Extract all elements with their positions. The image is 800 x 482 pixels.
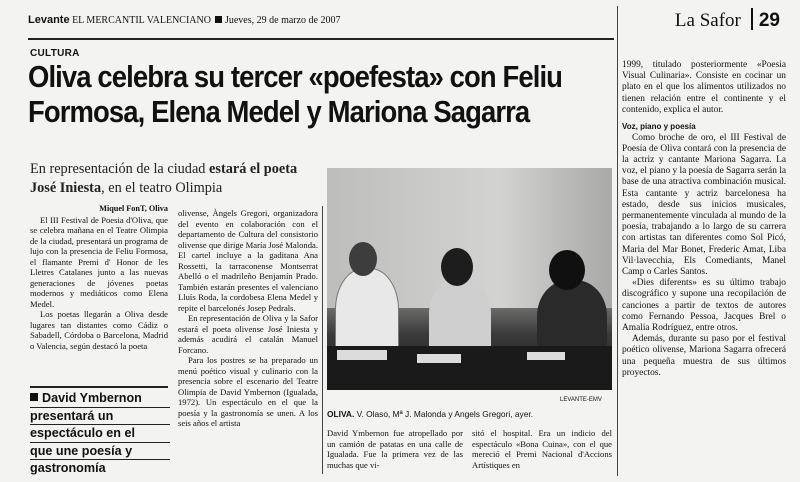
top-rule	[28, 38, 614, 40]
paragraph: Como broche de oro, el III Festival de Poesía de Oliva contará con la presencia de la actriz y cantante Mariona Sagarra. La voz, el piano y la poesía de Sagarra serán la base de una atractiva combinación musical. Esta cantante y actriz barcelonesa ha estado, desde sus inicios musicales, permanentemente vinculada al mundo de la poesía, trabajando a lo largo de su carrera con artistas tan diferentes como Sol Picó, Maria del Mar Bonet, Frederic Amat, Liba Vil·lavecchia, Els Comediants, Manel Camp o Carles Santos.	[622, 132, 786, 277]
person-center-head	[441, 248, 473, 286]
section-name: La Safor	[674, 10, 741, 31]
headline-line-1: Oliva celebra su tercer «poefesta» con Feliu	[28, 60, 563, 94]
person-right-head	[549, 250, 585, 290]
article-column-5	[622, 6, 786, 379]
pullquote	[30, 390, 170, 477]
pullquote-line: presentará un	[30, 408, 170, 426]
pullquote-line: gastronomía	[30, 461, 106, 475]
paragraph: Los poetas llegarán a Oliva desde lugares tan distantes como Cádiz o Sabadell, Córdoba o Barcelona, Madrid o Valencia, según destacó la poeta	[30, 309, 168, 351]
paragraph: «Dies diferents» es su último trabajo discográfico y supone una recopilación de canciones a partir de textos de autores como Fernando Pessoa, Jacques Brel o Amalia Rodríguez, entre otros.	[622, 278, 786, 333]
photo-credit: LEVANTE-EMV	[560, 397, 602, 403]
headline	[28, 60, 568, 130]
paragraph: El III Festival de Poesia d'Oliva, que se celebra mañana en el Teatre Olimpia de la ciudad, presentará un programa de lujo con la presencia de Feliu Formosa, el flamante Premi d' Honor de les Lletres Catalanes junto a las nuevas generaciones de jóvenes poetas modernos y mediáticos como Elena Medel.	[30, 214, 168, 309]
section-label: CULTURA	[30, 48, 80, 59]
subhead-text: En representación de la ciudad	[30, 161, 210, 177]
subhead-text-end: , en el teatro Olimpia	[101, 180, 223, 196]
paragraph: David Ymbernon fue atropellado por un camión de patatas en una calle de Igualada. Fue la primera vez de las muchas que vi-	[327, 428, 463, 470]
newspaper-brand: Levante	[28, 14, 70, 26]
column-rule	[617, 6, 618, 476]
paragraph: En representación de Oliva y la Safor estará el poeta olivense José Iniesta y además acudirá el catalán Manuel Forcano.	[178, 313, 318, 355]
pullquote-text: David Ymbernon	[42, 391, 142, 405]
pullquote-line: que une poesía y	[30, 443, 170, 461]
article-column-1	[30, 204, 168, 351]
newspaper-name: EL MERCANTIL VALENCIANO	[72, 15, 211, 26]
byline: Miquel FonT, Oliva	[99, 204, 168, 213]
subheadline	[30, 160, 320, 198]
square-bullet-icon	[30, 393, 38, 401]
masthead-left	[28, 14, 341, 26]
section-subheading: Voz, piano y poesía	[622, 122, 696, 132]
issue-date: Jueves, 29 de marzo de 2007	[224, 15, 341, 26]
paragraph: sitó el hospital. Era un indicio del espectáculo «Bona Cuina», con el que mereció el Premi Nacional d'Accions Artístiques en	[472, 428, 612, 470]
subhead-bold: estará el poeta José Iniesta	[30, 161, 298, 196]
article-column-2	[178, 208, 318, 474]
page-number: 29	[758, 10, 780, 31]
paragraph: Además, durante su paso por el festival poético olivense, Mariona Sagarra ofrecerá una pequeña muestra de sus últimos proyectos.	[622, 334, 786, 378]
column-rule	[322, 206, 323, 474]
paragraph: 1999, titulado posteriormente «Poesia Visual Culinaria». Consiste en cocinar un plato en el que los alimentos utilizados no tienen relación entre el continente y el contenido, explica el autor.	[622, 60, 786, 115]
news-photo	[327, 168, 612, 390]
paragraph: Para los postres se ha preparado un menú poético visual y culinario con la presencia sobre el escenario del Teatre Olimpia de David Ymbernon (Igualada, 1972). Un espectáculo en el que la poesía y la gastronomía se unen. A los seis años el artista	[178, 355, 318, 428]
article-column-4	[472, 428, 612, 470]
photo-paper	[527, 352, 565, 360]
pullquote-rule	[30, 386, 168, 388]
person-left-head	[349, 242, 377, 276]
caption-keyword: OLIVA.	[327, 409, 355, 419]
photo-paper	[417, 354, 461, 363]
square-bullet-icon	[215, 16, 222, 23]
article-column-3	[327, 428, 463, 470]
photo-caption	[327, 409, 612, 419]
pullquote-line	[30, 390, 170, 408]
caption-text: V. Olaso, Mª J. Malonda y Angels Gregori, ayer.	[354, 409, 534, 419]
pullquote-line: espectáculo en el	[30, 425, 170, 443]
headline-line-2: Formosa, Elena Medel y Mariona Sagarra	[28, 95, 530, 129]
photo-paper	[337, 350, 387, 360]
paragraph: olivense, Àngels Gregori, organizadora del evento en colaboración con el departamento de Cultura del consistorio olivense que dirige María José Malonda. El cartel incluye a la gaditana Ana Rossetti, la tarraconense Montserrat Abelló o el madrileño Benjamín Prado. También estarán presentes el valenciano Lluís Roda, la cordobesa Elena Medel y repite el barcelonés Josep Pedrals.	[178, 208, 318, 313]
